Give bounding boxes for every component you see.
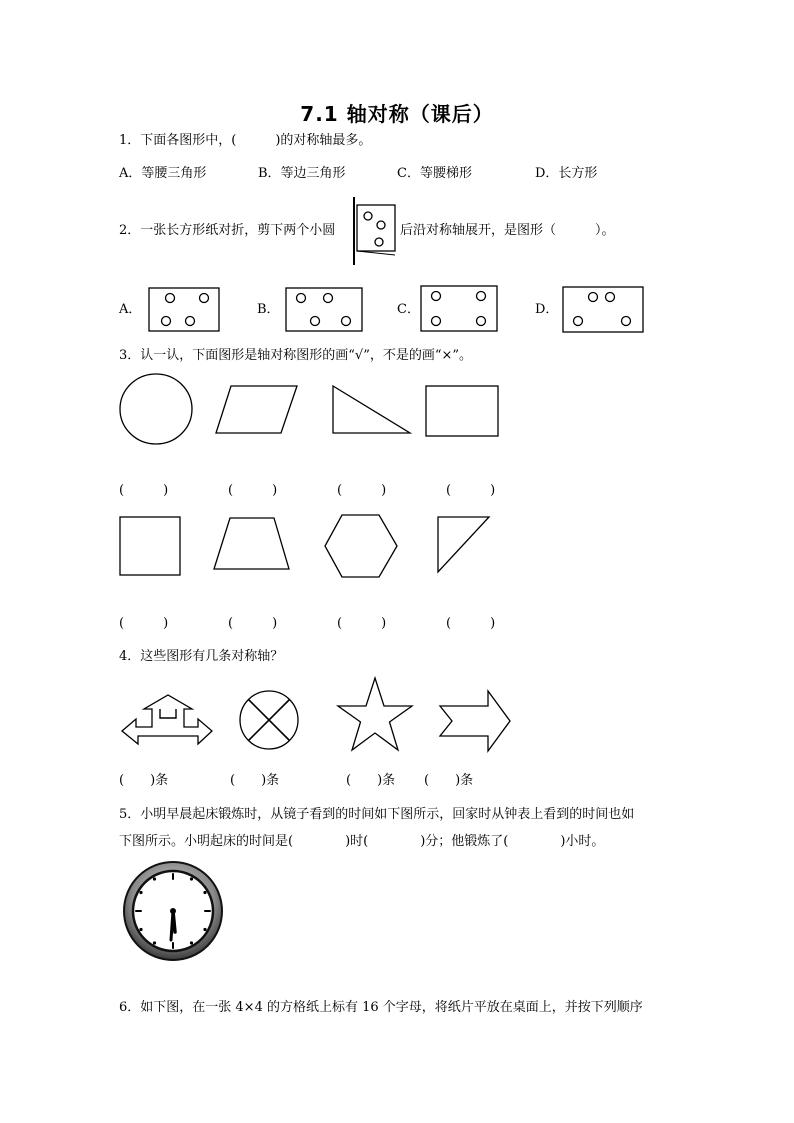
q2-letter-c: C． <box>397 302 420 317</box>
q5-line-2: 下图所示。小明起床的时间是( )时( )分；他锻炼了( )小时。 <box>119 834 605 849</box>
q6-line-1: 6．如下图，在一张 4×4 的方格纸上标有 16 个字母，将纸片平放在桌面上，并按下列顺序 <box>119 1000 643 1015</box>
square-shape <box>118 515 182 577</box>
right-triangle-shape <box>331 384 413 436</box>
q3-blank-7[interactable]: ( ) <box>337 616 387 631</box>
q3-blank-8[interactable]: ( ) <box>446 616 496 631</box>
q1-option-b: B．等边三角形 <box>258 166 346 181</box>
q2-stem-before: 2．一张长方形纸对折，剪下两个小圆 <box>119 223 336 238</box>
hexagon-shape <box>323 513 399 579</box>
q4-blank-2[interactable]: ( )条 <box>230 773 280 788</box>
q2-stem-after: 后沿对称轴展开，是图形（ ）。 <box>400 223 615 238</box>
q2-letter-d: D． <box>535 302 559 317</box>
q1-option-d: D．长方形 <box>535 166 598 181</box>
q4-stem: 4．这些图形有几条对称轴？ <box>119 649 284 664</box>
q2-option-c-figure <box>420 285 498 333</box>
q2-option-d-figure <box>562 286 644 334</box>
three-way-arrow-shape <box>122 694 214 750</box>
arrow-shape <box>438 688 514 754</box>
q3-blank-6[interactable]: ( ) <box>228 616 278 631</box>
parallelogram-shape <box>214 384 300 436</box>
q1-option-a: A．等腰三角形 <box>119 166 207 181</box>
q2-letter-b: B． <box>257 302 280 317</box>
q3-blank-2[interactable]: ( ) <box>228 483 278 498</box>
triangle-shape <box>435 515 493 575</box>
circle-shape <box>118 373 194 445</box>
q1-option-c: C．等腰梯形 <box>397 166 472 181</box>
q3-blank-3[interactable]: ( ) <box>337 483 387 498</box>
clock-icon <box>122 860 224 962</box>
trapezoid-shape <box>212 516 292 572</box>
star-shape <box>336 676 414 754</box>
q3-blank-5[interactable]: ( ) <box>119 616 169 631</box>
q3-blank-4[interactable]: ( ) <box>446 483 496 498</box>
page-title: 7.1 轴对称（课后） <box>300 102 494 126</box>
q1-stem: 1．下面各图形中，( )的对称轴最多。 <box>119 133 372 148</box>
q2-option-b-figure <box>285 287 363 333</box>
q2-option-a-figure <box>148 287 220 333</box>
q5-line-1: 5．小明早晨起床锻炼时，从镜子看到的时间如下图所示，回家时从钟表上看到的时间也如 <box>119 807 635 822</box>
q4-blank-4[interactable]: ( )条 <box>424 773 474 788</box>
q3-stem: 3．认一认，下面图形是轴对称图形的画“√”，不是的画“×”。 <box>119 348 473 363</box>
folded-paper-figure <box>350 195 400 267</box>
crossed-circle-shape <box>238 688 300 752</box>
q4-blank-3[interactable]: ( )条 <box>346 773 396 788</box>
q4-blank-1[interactable]: ( )条 <box>119 773 169 788</box>
q3-blank-1[interactable]: ( ) <box>119 483 169 498</box>
rectangle-shape <box>424 384 500 438</box>
q2-letter-a: A． <box>119 302 142 317</box>
